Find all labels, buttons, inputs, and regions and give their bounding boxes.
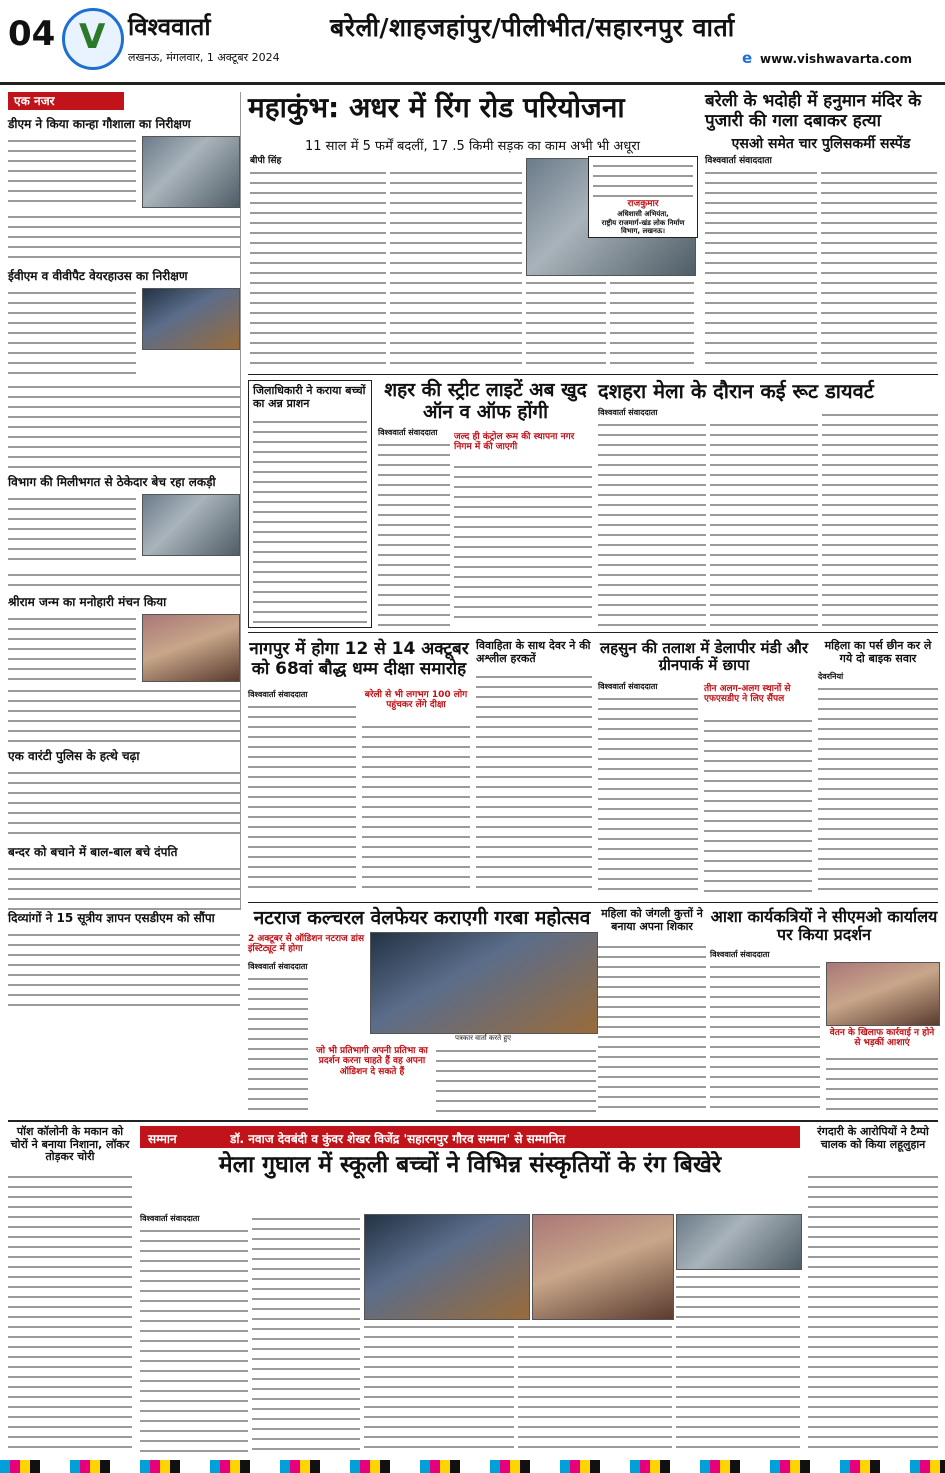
divider — [8, 1120, 938, 1122]
bottom-left-headline: पॉश कॉलोनी के मकान को चोरों ने बनाया निशाना, लॉकर तोड़कर चोरी — [10, 1125, 130, 1164]
news-photo — [142, 614, 240, 682]
right-top-subhead: एसओ समेत चार पुलिसकर्मी सस्पेंड — [731, 136, 911, 152]
text-block — [476, 672, 592, 896]
nagpur-pull: बरेली से भी लगभग 100 लोग पहुंचकर लेंगे दीक्षा — [364, 690, 468, 711]
text-block — [8, 768, 240, 842]
snatch-byline: देवरनियां — [818, 672, 844, 681]
text-block — [518, 1322, 672, 1456]
page-number: 04 — [8, 14, 56, 54]
text-block — [593, 161, 693, 197]
section-label: एक नजर — [8, 92, 124, 110]
bottom-photo — [364, 1214, 530, 1320]
garba-caption: पत्रकार वार्ता करते हुए — [455, 1034, 511, 1042]
text-block — [808, 1172, 938, 1456]
garba-photo — [370, 932, 598, 1034]
dm-box — [248, 380, 372, 628]
text-block — [378, 440, 450, 626]
text-block — [250, 168, 386, 368]
news-photo — [142, 494, 240, 556]
website-link[interactable]: www.vishwavarta.com — [760, 52, 912, 66]
text-block — [252, 1214, 360, 1456]
snatch-headline: महिला का पर्स छीन कर ले गये दो बाइक सवार — [824, 639, 932, 665]
bottom-lead-byline: विश्ववार्ता संवाददाता — [140, 1214, 200, 1223]
sammaan-text: डॉ. नवाज देवबंदी व कुंवर शेखर विजेंद्र 'सहारनपुर गौरव सम्मान' से सम्मानित — [230, 1132, 566, 1146]
left-headline-5: एक वारंटी पुलिस के हत्थे चढ़ा — [8, 749, 140, 763]
bottom-right-headline: रंगदारी के आरोपियों ने टैम्पो चालक को किया लहूलुहान — [817, 1125, 929, 1151]
lead-headline: महाकुंभ: अधर में रिंग रोड परियोजना — [248, 91, 625, 124]
text-block — [8, 288, 136, 380]
text-block — [710, 420, 818, 626]
divider — [248, 632, 938, 633]
news-photo — [142, 288, 240, 350]
text-block — [710, 962, 820, 1114]
text-block — [454, 462, 592, 626]
text-block — [818, 684, 938, 896]
text-block — [248, 702, 356, 896]
text-block — [821, 168, 937, 368]
dussehra-byline: विश्ववार्ता संवाददाता — [598, 408, 658, 417]
bottom-photo — [676, 1214, 802, 1270]
text-block — [598, 420, 706, 626]
left-headline-3: विभाग की मिलीभगत से ठेकेदार बेच रहा लकड़ी — [8, 475, 216, 489]
left-headline-1: डीएम ने किया कान्हा गौशाला का निरीक्षण — [8, 117, 191, 131]
right-top-byline: विश्ववार्ता संवाददाता — [705, 156, 772, 166]
text-block — [8, 686, 240, 746]
left-headline-6: बन्दर को बचाने में बाल-बाल बचे दंपति — [8, 845, 178, 859]
quote-title-2: राष्ट्रीय राजमार्ग-खंड लोक निर्माण विभाग, लखनऊ। — [601, 219, 685, 235]
asha-photo — [826, 962, 940, 1026]
text-block — [8, 1172, 132, 1456]
masthead: विश्ववार्ता — [128, 13, 211, 41]
text-block — [526, 278, 606, 368]
asha-pull: वेतन के खिलाफ कार्रवाई न होने से भड़कीं आशाएं — [829, 1028, 935, 1049]
text-block — [676, 1272, 800, 1456]
right-top-headline: बरेली के भदोही में हनुमान मंदिर के पुजारी की गला दबाकर हत्या — [705, 91, 922, 131]
bottom-lead-headline: मेला गुघाल में स्कूली बच्चों ने विभिन्न संस्कृतियों के रंग बिखेरे — [218, 1152, 722, 1178]
text-block — [8, 494, 136, 568]
text-block — [436, 1046, 596, 1114]
streetlight-pull: जल्द ही कंट्रोल रूम की स्थापना नगर निगम में की जाएगी — [454, 432, 575, 453]
dm-headline: जिलाधिकारी ने कराया बच्चों का अन्न प्राशन — [253, 384, 366, 410]
quote-box — [588, 156, 698, 238]
dogs-headline: महिला को जंगली कुत्तों ने बनाया अपना शिकार — [601, 907, 703, 933]
text-block — [704, 716, 812, 896]
text-block — [364, 1322, 514, 1456]
text-block — [8, 212, 240, 266]
streetlight-byline: विश्ववार्ता संवाददाता — [378, 428, 438, 437]
divider — [248, 374, 938, 375]
quote-title-1: अधिशासी अभियंता, — [617, 210, 669, 218]
text-block — [8, 382, 240, 472]
text-block — [253, 417, 367, 623]
text-block — [140, 1226, 248, 1456]
lead-subhead: 11 साल में 5 फर्में बदलीं, 17 .5 किमी सड़क का काम अभी भी अधूरा — [304, 139, 641, 154]
left-headline-2: ईवीएम व वीवीपैट वेयरहाउस का निरीक्षण — [8, 269, 188, 283]
left-column — [8, 92, 241, 910]
dateline: लखनऊ, मंगलवार, 1 अक्टूबर 2024 — [128, 51, 280, 64]
quote-name: राजकुमार — [627, 199, 659, 209]
sammaan-banner — [140, 1126, 800, 1148]
logo-icon — [62, 8, 124, 70]
text-block — [248, 974, 308, 1114]
vivahita-headline: विवाहिता के साथ देवर ने की अश्लील हरकतें — [476, 639, 591, 665]
left-headline-4: श्रीराम जन्म का मनोहारी मंचन किया — [8, 595, 167, 609]
e-icon: e — [742, 49, 753, 67]
garba-headline: नटराज कल्चरल वेलफेयर कराएगी गरबा महोत्सव — [253, 907, 591, 929]
page-header — [0, 0, 945, 85]
nagpur-byline: विश्ववार्ता संवाददाता — [248, 690, 308, 699]
asha-byline: विश्ववार्ता संवाददाता — [710, 950, 770, 959]
text-block — [362, 722, 470, 896]
dussehra-headline: दशहरा मेला के दौरान कई रूट डायवर्ट — [598, 379, 874, 403]
garlic-byline: विश्ववार्ता संवाददाता — [598, 682, 658, 691]
text-block — [598, 942, 706, 1114]
text-block — [8, 864, 240, 910]
text-block — [822, 410, 938, 626]
text-block — [598, 694, 698, 896]
text-block — [826, 1054, 938, 1114]
garlic-headline: लहसुन की तलाश में डेलापीर मंडी और ग्रीनपार्क में छापा — [599, 639, 809, 675]
text-block — [8, 136, 136, 210]
asha-headline: आशा कार्यकत्रियों ने सीएमओ कार्यालय पर किया प्रदर्शन — [710, 907, 938, 945]
nagpur-headline: नागपुर में होगा 12 से 14 अक्टूबर को 68वां बौद्ध धम्म दीक्षा समारोह — [249, 639, 469, 679]
garba-pull: 2 अक्टूबर से ऑडिशन नटराज डांस इंस्टिट्यूट में होगा — [248, 934, 365, 955]
color-registration-strip — [0, 1460, 945, 1473]
divider — [248, 902, 938, 903]
garlic-pull: तीन अलग-अलग स्थानों से एफएसडीए ने लिए सैंपल — [704, 684, 791, 705]
left-headline-7: दिव्यांगों ने 15 सूत्रीय ज्ञापन एसडीएम को सौंपा — [8, 911, 215, 925]
news-photo — [142, 136, 240, 208]
bottom-photo — [532, 1214, 674, 1320]
text-block — [8, 930, 240, 1010]
streetlight-headline: शहर की स्ट्रीट लाइटें अब खुद ऑन व ऑफ होंगी — [384, 379, 587, 423]
region-title: बरेली/शाहजहांपुर/पीलीभीत/सहारनपुर वार्ता — [330, 13, 735, 42]
text-block — [705, 168, 817, 368]
text-block — [610, 278, 694, 368]
garba-byline: विश्ववार्ता संवाददाता — [248, 962, 308, 971]
text-block — [8, 570, 240, 592]
text-block — [8, 614, 136, 684]
sammaan-label: सम्मान — [148, 1132, 177, 1146]
garba-quote: जो भी प्रतिभागी अपनी प्रतिभा का प्रदर्शन करना चाहते हैं वह अपना ऑडिशन दे सकते हैं — [316, 1046, 428, 1077]
text-block — [390, 168, 522, 368]
lead-byline: बीपी सिंह — [250, 156, 282, 166]
